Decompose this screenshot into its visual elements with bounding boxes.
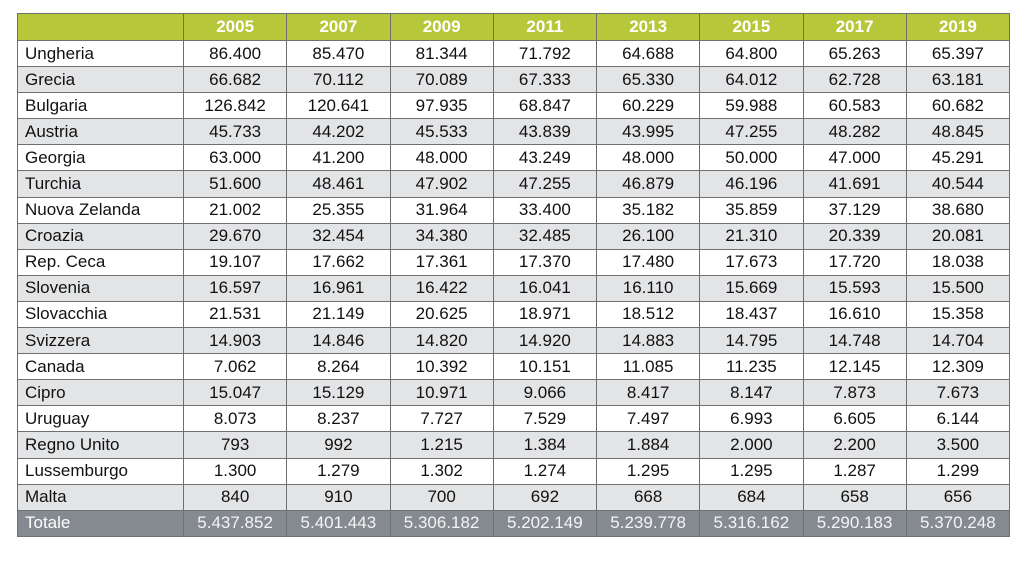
total-value-cell: 5.202.149 bbox=[493, 510, 596, 536]
value-cell: 64.688 bbox=[597, 41, 700, 67]
value-cell: 1.295 bbox=[597, 458, 700, 484]
value-cell: 17.662 bbox=[287, 249, 390, 275]
value-cell: 50.000 bbox=[700, 145, 803, 171]
table-row bbox=[18, 406, 1010, 432]
value-cell: 60.229 bbox=[597, 93, 700, 119]
value-cell: 7.062 bbox=[184, 354, 287, 380]
table-row bbox=[18, 354, 1010, 380]
value-cell: 43.839 bbox=[493, 119, 596, 145]
value-cell: 1.299 bbox=[906, 458, 1009, 484]
value-cell: 15.129 bbox=[287, 380, 390, 406]
value-cell: 18.437 bbox=[700, 301, 803, 327]
value-cell: 48.461 bbox=[287, 171, 390, 197]
value-cell: 14.748 bbox=[803, 328, 906, 354]
country-cell: Bulgaria bbox=[18, 93, 184, 119]
value-cell: 16.422 bbox=[390, 275, 493, 301]
value-cell: 16.597 bbox=[184, 275, 287, 301]
value-cell: 66.682 bbox=[184, 67, 287, 93]
value-cell: 12.309 bbox=[906, 354, 1009, 380]
value-cell: 70.112 bbox=[287, 67, 390, 93]
value-cell: 41.691 bbox=[803, 171, 906, 197]
total-value-cell: 5.290.183 bbox=[803, 510, 906, 536]
table-row bbox=[18, 275, 1010, 301]
table-row bbox=[18, 380, 1010, 406]
country-cell: Malta bbox=[18, 484, 184, 510]
value-cell: 1.279 bbox=[287, 458, 390, 484]
country-cell: Lussemburgo bbox=[18, 458, 184, 484]
value-cell: 26.100 bbox=[597, 223, 700, 249]
country-cell: Svizzera bbox=[18, 328, 184, 354]
value-cell: 684 bbox=[700, 484, 803, 510]
value-cell: 8.147 bbox=[700, 380, 803, 406]
country-cell: Regno Unito bbox=[18, 432, 184, 458]
table-row bbox=[18, 197, 1010, 223]
value-cell: 1.215 bbox=[390, 432, 493, 458]
country-cell: Rep. Ceca bbox=[18, 249, 184, 275]
value-cell: 7.497 bbox=[597, 406, 700, 432]
value-cell: 65.330 bbox=[597, 67, 700, 93]
value-cell: 59.988 bbox=[700, 93, 803, 119]
value-cell: 41.200 bbox=[287, 145, 390, 171]
value-cell: 17.370 bbox=[493, 249, 596, 275]
value-cell: 60.583 bbox=[803, 93, 906, 119]
year-header: 2017 bbox=[803, 14, 906, 41]
value-cell: 35.859 bbox=[700, 197, 803, 223]
value-cell: 668 bbox=[597, 484, 700, 510]
table-row bbox=[18, 484, 1010, 510]
value-cell: 14.795 bbox=[700, 328, 803, 354]
value-cell: 45.291 bbox=[906, 145, 1009, 171]
value-cell: 16.610 bbox=[803, 301, 906, 327]
table-row bbox=[18, 223, 1010, 249]
year-header: 2013 bbox=[597, 14, 700, 41]
value-cell: 60.682 bbox=[906, 93, 1009, 119]
value-cell: 65.397 bbox=[906, 41, 1009, 67]
value-cell: 6.605 bbox=[803, 406, 906, 432]
total-value-cell: 5.401.443 bbox=[287, 510, 390, 536]
value-cell: 71.792 bbox=[493, 41, 596, 67]
country-cell: Nuova Zelanda bbox=[18, 197, 184, 223]
value-cell: 14.846 bbox=[287, 328, 390, 354]
value-cell: 16.961 bbox=[287, 275, 390, 301]
value-cell: 62.728 bbox=[803, 67, 906, 93]
value-cell: 37.129 bbox=[803, 197, 906, 223]
value-cell: 48.282 bbox=[803, 119, 906, 145]
table-row bbox=[18, 328, 1010, 354]
value-cell: 793 bbox=[184, 432, 287, 458]
value-cell: 7.873 bbox=[803, 380, 906, 406]
value-cell: 8.417 bbox=[597, 380, 700, 406]
value-cell: 16.110 bbox=[597, 275, 700, 301]
value-cell: 840 bbox=[184, 484, 287, 510]
value-cell: 32.454 bbox=[287, 223, 390, 249]
value-cell: 64.012 bbox=[700, 67, 803, 93]
table-row bbox=[18, 432, 1010, 458]
table-row bbox=[18, 458, 1010, 484]
value-cell: 15.593 bbox=[803, 275, 906, 301]
total-value-cell: 5.437.852 bbox=[184, 510, 287, 536]
value-cell: 85.470 bbox=[287, 41, 390, 67]
value-cell: 97.935 bbox=[390, 93, 493, 119]
value-cell: 14.903 bbox=[184, 328, 287, 354]
value-cell: 12.145 bbox=[803, 354, 906, 380]
total-value-cell: 5.316.162 bbox=[700, 510, 803, 536]
value-cell: 43.249 bbox=[493, 145, 596, 171]
value-cell: 45.733 bbox=[184, 119, 287, 145]
value-cell: 63.181 bbox=[906, 67, 1009, 93]
value-cell: 11.235 bbox=[700, 354, 803, 380]
value-cell: 47.255 bbox=[700, 119, 803, 145]
value-cell: 2.200 bbox=[803, 432, 906, 458]
value-cell: 44.202 bbox=[287, 119, 390, 145]
total-row bbox=[18, 510, 1010, 536]
value-cell: 10.392 bbox=[390, 354, 493, 380]
country-cell: Turchia bbox=[18, 171, 184, 197]
value-cell: 32.485 bbox=[493, 223, 596, 249]
value-cell: 34.380 bbox=[390, 223, 493, 249]
value-cell: 10.151 bbox=[493, 354, 596, 380]
value-cell: 1.295 bbox=[700, 458, 803, 484]
value-cell: 20.339 bbox=[803, 223, 906, 249]
value-cell: 1.300 bbox=[184, 458, 287, 484]
value-cell: 45.533 bbox=[390, 119, 493, 145]
value-cell: 15.358 bbox=[906, 301, 1009, 327]
value-cell: 15.047 bbox=[184, 380, 287, 406]
value-cell: 1.884 bbox=[597, 432, 700, 458]
value-cell: 7.673 bbox=[906, 380, 1009, 406]
table-row bbox=[18, 119, 1010, 145]
value-cell: 20.625 bbox=[390, 301, 493, 327]
country-cell: Slovenia bbox=[18, 275, 184, 301]
country-cell: Grecia bbox=[18, 67, 184, 93]
table-row bbox=[18, 93, 1010, 119]
value-cell: 21.002 bbox=[184, 197, 287, 223]
header-row bbox=[18, 14, 1010, 41]
value-cell: 51.600 bbox=[184, 171, 287, 197]
value-cell: 17.480 bbox=[597, 249, 700, 275]
value-cell: 65.263 bbox=[803, 41, 906, 67]
value-cell: 33.400 bbox=[493, 197, 596, 223]
value-cell: 48.000 bbox=[597, 145, 700, 171]
value-cell: 1.287 bbox=[803, 458, 906, 484]
country-cell: Slovacchia bbox=[18, 301, 184, 327]
value-cell: 3.500 bbox=[906, 432, 1009, 458]
value-cell: 16.041 bbox=[493, 275, 596, 301]
value-cell: 1.274 bbox=[493, 458, 596, 484]
table-body bbox=[18, 41, 1010, 537]
value-cell: 11.085 bbox=[597, 354, 700, 380]
header-corner-cell bbox=[18, 14, 184, 41]
value-cell: 992 bbox=[287, 432, 390, 458]
data-table bbox=[17, 13, 1010, 537]
value-cell: 64.800 bbox=[700, 41, 803, 67]
value-cell: 656 bbox=[906, 484, 1009, 510]
value-cell: 48.845 bbox=[906, 119, 1009, 145]
value-cell: 126.842 bbox=[184, 93, 287, 119]
value-cell: 9.066 bbox=[493, 380, 596, 406]
table-row bbox=[18, 249, 1010, 275]
value-cell: 8.237 bbox=[287, 406, 390, 432]
country-cell: Croazia bbox=[18, 223, 184, 249]
year-header: 2019 bbox=[906, 14, 1009, 41]
value-cell: 2.000 bbox=[700, 432, 803, 458]
data-table-container bbox=[17, 13, 1009, 537]
value-cell: 38.680 bbox=[906, 197, 1009, 223]
table-row bbox=[18, 41, 1010, 67]
year-header: 2007 bbox=[287, 14, 390, 41]
value-cell: 19.107 bbox=[184, 249, 287, 275]
year-header: 2015 bbox=[700, 14, 803, 41]
table-row bbox=[18, 171, 1010, 197]
value-cell: 70.089 bbox=[390, 67, 493, 93]
value-cell: 8.264 bbox=[287, 354, 390, 380]
table-row bbox=[18, 301, 1010, 327]
value-cell: 17.720 bbox=[803, 249, 906, 275]
value-cell: 29.670 bbox=[184, 223, 287, 249]
value-cell: 21.149 bbox=[287, 301, 390, 327]
value-cell: 7.529 bbox=[493, 406, 596, 432]
value-cell: 68.847 bbox=[493, 93, 596, 119]
country-cell: Canada bbox=[18, 354, 184, 380]
value-cell: 43.995 bbox=[597, 119, 700, 145]
value-cell: 20.081 bbox=[906, 223, 1009, 249]
value-cell: 18.038 bbox=[906, 249, 1009, 275]
table-row bbox=[18, 145, 1010, 171]
country-cell: Cipro bbox=[18, 380, 184, 406]
value-cell: 46.196 bbox=[700, 171, 803, 197]
total-value-cell: 5.306.182 bbox=[390, 510, 493, 536]
total-value-cell: 5.239.778 bbox=[597, 510, 700, 536]
value-cell: 14.820 bbox=[390, 328, 493, 354]
value-cell: 25.355 bbox=[287, 197, 390, 223]
value-cell: 1.384 bbox=[493, 432, 596, 458]
country-cell: Georgia bbox=[18, 145, 184, 171]
year-header: 2005 bbox=[184, 14, 287, 41]
total-label: Totale bbox=[18, 510, 184, 536]
value-cell: 10.971 bbox=[390, 380, 493, 406]
value-cell: 658 bbox=[803, 484, 906, 510]
value-cell: 18.512 bbox=[597, 301, 700, 327]
value-cell: 700 bbox=[390, 484, 493, 510]
value-cell: 1.302 bbox=[390, 458, 493, 484]
value-cell: 18.971 bbox=[493, 301, 596, 327]
value-cell: 40.544 bbox=[906, 171, 1009, 197]
value-cell: 67.333 bbox=[493, 67, 596, 93]
value-cell: 81.344 bbox=[390, 41, 493, 67]
value-cell: 21.531 bbox=[184, 301, 287, 327]
value-cell: 15.669 bbox=[700, 275, 803, 301]
value-cell: 910 bbox=[287, 484, 390, 510]
value-cell: 31.964 bbox=[390, 197, 493, 223]
value-cell: 14.704 bbox=[906, 328, 1009, 354]
value-cell: 17.673 bbox=[700, 249, 803, 275]
value-cell: 86.400 bbox=[184, 41, 287, 67]
value-cell: 120.641 bbox=[287, 93, 390, 119]
value-cell: 63.000 bbox=[184, 145, 287, 171]
value-cell: 47.000 bbox=[803, 145, 906, 171]
value-cell: 7.727 bbox=[390, 406, 493, 432]
year-header: 2009 bbox=[390, 14, 493, 41]
value-cell: 692 bbox=[493, 484, 596, 510]
value-cell: 14.920 bbox=[493, 328, 596, 354]
country-cell: Ungheria bbox=[18, 41, 184, 67]
value-cell: 14.883 bbox=[597, 328, 700, 354]
country-cell: Uruguay bbox=[18, 406, 184, 432]
total-value-cell: 5.370.248 bbox=[906, 510, 1009, 536]
value-cell: 47.902 bbox=[390, 171, 493, 197]
value-cell: 21.310 bbox=[700, 223, 803, 249]
value-cell: 8.073 bbox=[184, 406, 287, 432]
value-cell: 48.000 bbox=[390, 145, 493, 171]
value-cell: 6.144 bbox=[906, 406, 1009, 432]
value-cell: 46.879 bbox=[597, 171, 700, 197]
value-cell: 47.255 bbox=[493, 171, 596, 197]
year-header: 2011 bbox=[493, 14, 596, 41]
value-cell: 35.182 bbox=[597, 197, 700, 223]
value-cell: 17.361 bbox=[390, 249, 493, 275]
table-row bbox=[18, 67, 1010, 93]
country-cell: Austria bbox=[18, 119, 184, 145]
value-cell: 15.500 bbox=[906, 275, 1009, 301]
value-cell: 6.993 bbox=[700, 406, 803, 432]
